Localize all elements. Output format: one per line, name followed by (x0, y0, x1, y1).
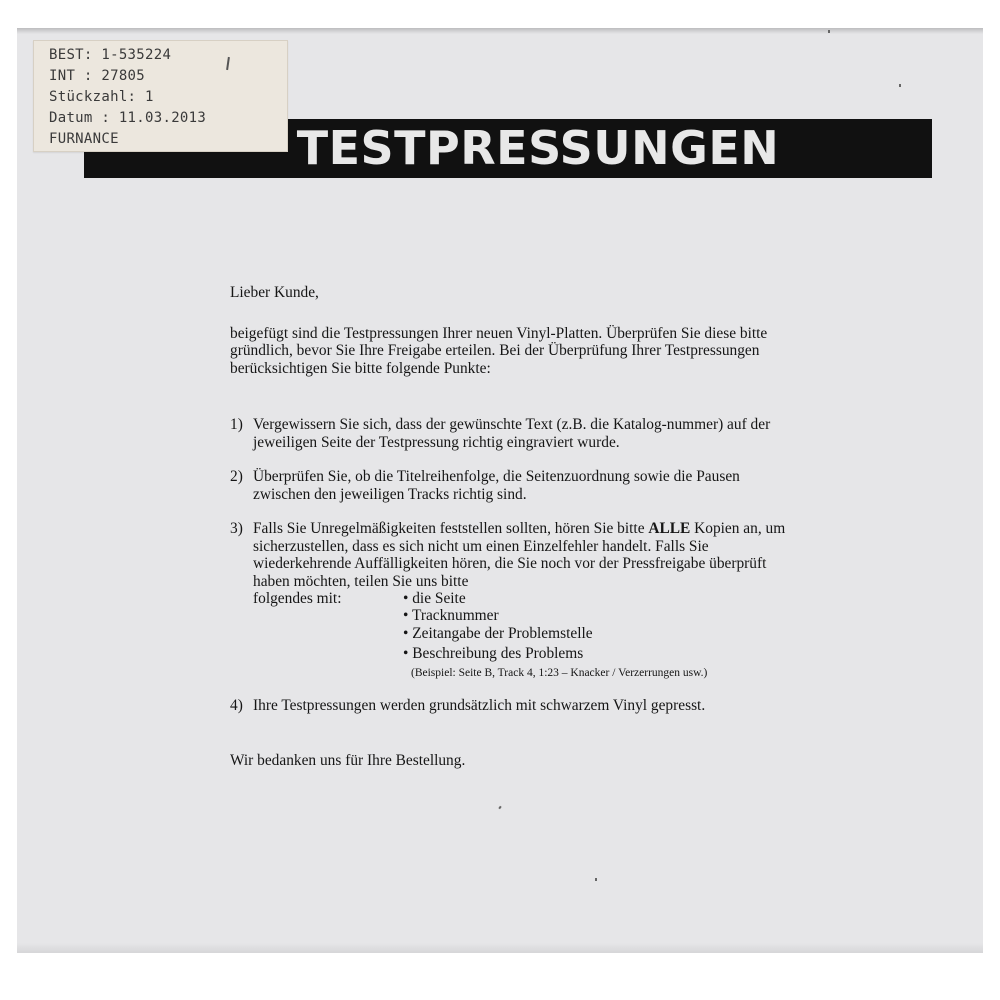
list-item: • die Seite (403, 589, 466, 607)
speck (828, 30, 830, 33)
item-number: 4) (230, 696, 243, 714)
item-text: Ihre Testpressungen werden grundsätzlich mit schwarzem Vinyl gepresst. (253, 696, 706, 714)
item-number: 3) (230, 520, 243, 537)
item-text-emphasis: ALLE (648, 520, 691, 537)
item-text: Falls Sie Unregelmäßigkeiten feststellen sollten, hören Sie bitte (253, 520, 649, 537)
item-text: Überprüfen Sie, ob die Titelreihenfolge, die Seitenzuordnung sowie die Pausen zwischen den jeweiligen Tracks richtig sind. (253, 468, 740, 503)
checklist-item-3 (230, 520, 790, 680)
order-label-sticker (33, 40, 288, 152)
speck (498, 806, 501, 810)
list-item: • Beschreibung des Problems (403, 645, 584, 662)
item-text: Kopien an, um sicherzustellen, dass es sich nicht um einen Einzelfehler handelt. Falls Sie wiederkehrende Auffälligkeiten hören, die Sie noch vor der Pressfreigabe überprüft haben möchten, teilen Sie uns bitte (253, 520, 786, 590)
speck (899, 84, 901, 87)
list-item: • Tracknummer (403, 607, 499, 624)
sticker-name: FURNANCE (49, 131, 119, 147)
bullet-list (403, 590, 790, 680)
page-title: TESTPRESSUNGEN (296, 121, 780, 175)
checklist-item-2 (230, 468, 790, 503)
sticker-internal-number: INT : 27805 (49, 68, 146, 84)
item-lead: folgendes mit: (253, 590, 342, 607)
intro-paragraph: beigefügt sind die Testpressungen Ihrer neuen Vinyl-Platten. Überprüfen Sie diese bitte gründlich, bevor Sie Ihre Freigabe erteilen. Bei der Überprüfung Ihrer Testpressungen berücksichtigen Sie bitte folgende Punkte: (230, 324, 768, 377)
checklist-item-4 (230, 697, 790, 715)
closing-line: Wir bedanken uns für Ihre Bestellung. (230, 752, 466, 769)
checklist-item-1 (230, 416, 790, 451)
letter-body (230, 284, 790, 770)
sticker-date: Datum : 11.03.2013 (49, 110, 207, 126)
item-number: 2) (230, 468, 243, 485)
greeting: Lieber Kunde, (230, 284, 319, 301)
list-item: • Zeitangabe der Problemstelle (403, 624, 593, 642)
speck (595, 878, 597, 881)
item-number: 1) (230, 416, 243, 433)
sticker-order-number: BEST: 1-535224 (49, 47, 172, 63)
example-note: (Beispiel: Seite B, Track 4, 1:23 – Knacker / Verzerrungen usw.) (411, 666, 708, 679)
sticker-quantity: Stückzahl: 1 (49, 89, 154, 105)
item-text: Vergewissern Sie sich, dass der gewünschte Text (z.B. die Katalog-nummer) auf der jeweiligen Seite der Testpressung richtig eingraviert wurde. (253, 416, 771, 451)
